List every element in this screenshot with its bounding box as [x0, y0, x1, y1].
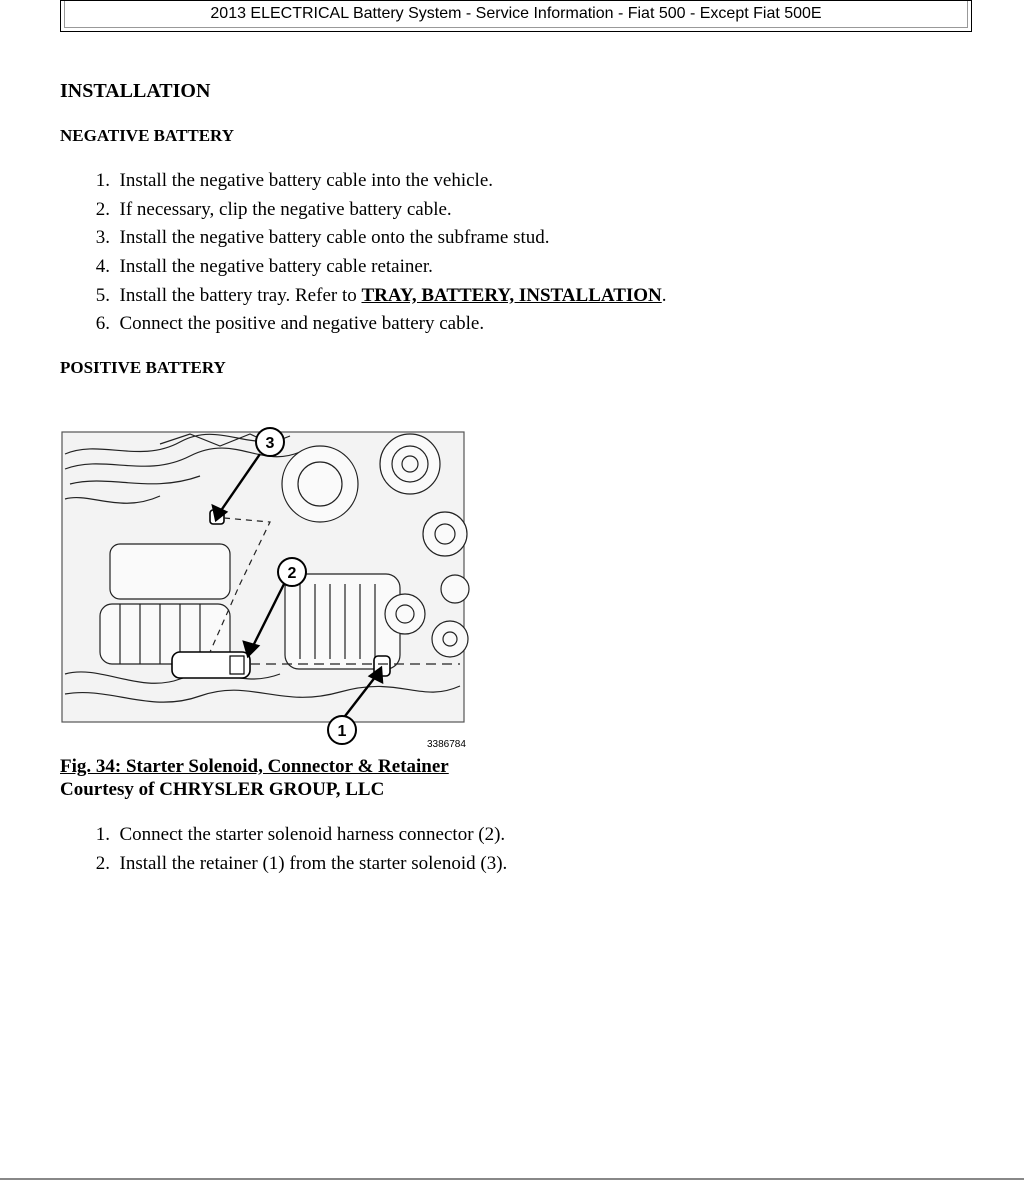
positive-battery-heading: POSITIVE BATTERY [60, 358, 226, 377]
step-text: If necessary, clip the negative battery cable. [119, 198, 452, 220]
starter-solenoid-illustration [60, 424, 472, 754]
step-number: 1. [95, 824, 110, 846]
step-number: 3. [95, 227, 110, 249]
svg-text:3: 3 [265, 435, 275, 452]
negative-battery-heading: NEGATIVE BATTERY [60, 126, 235, 145]
list-item [60, 310, 667, 339]
step-number: 6. [95, 313, 110, 335]
list-item [60, 224, 667, 253]
list-item [60, 196, 667, 225]
list-item [60, 281, 667, 310]
page-footer-divider [0, 1178, 1024, 1180]
step-text: Install the negative battery cable retainer. [119, 256, 433, 278]
figure-title: Fig. 34: Starter Solenoid, Connector & Retainer [60, 756, 449, 777]
callout-1 [328, 716, 356, 744]
step-text: Connect the starter solenoid harness connector (2). [119, 824, 506, 846]
step-text: Install the negative battery cable onto the subframe stud. [119, 227, 550, 249]
positive-battery-steps [60, 821, 507, 878]
step-text: Install the retainer (1) from the starter solenoid (3). [119, 852, 508, 874]
negative-battery-steps [60, 167, 667, 339]
step-text: Connect the positive and negative battery cable. [119, 313, 485, 335]
step-number: 1. [95, 170, 110, 192]
list-item [60, 821, 507, 850]
step-number: 5. [95, 284, 110, 306]
svg-text:1: 1 [337, 723, 347, 740]
list-item [60, 253, 667, 282]
svg-text:2: 2 [287, 565, 297, 582]
step-number: 2. [95, 852, 110, 874]
step-number: 4. [95, 256, 110, 278]
figure-id: 3386784 [427, 739, 466, 750]
page-header [60, 0, 972, 32]
list-item [60, 850, 507, 879]
installation-heading: INSTALLATION [60, 80, 211, 102]
tray-battery-installation-link[interactable]: TRAY, BATTERY, INSTALLATION [361, 284, 662, 306]
callout-2 [278, 558, 306, 586]
step-text: Install the negative battery cable into the vehicle. [119, 170, 494, 192]
list-item [60, 167, 667, 196]
figure-courtesy: Courtesy of CHRYSLER GROUP, LLC [60, 779, 385, 800]
figure-caption [60, 755, 449, 801]
callout-3 [256, 428, 284, 456]
page-header-title: 2013 ELECTRICAL Battery System - Service Information - Fiat 500 - Except Fiat 500E [64, 1, 968, 28]
step-number: 2. [95, 198, 110, 220]
step-text: Install the battery tray. Refer to TRAY, BATTERY, INSTALLATION. [119, 284, 667, 306]
